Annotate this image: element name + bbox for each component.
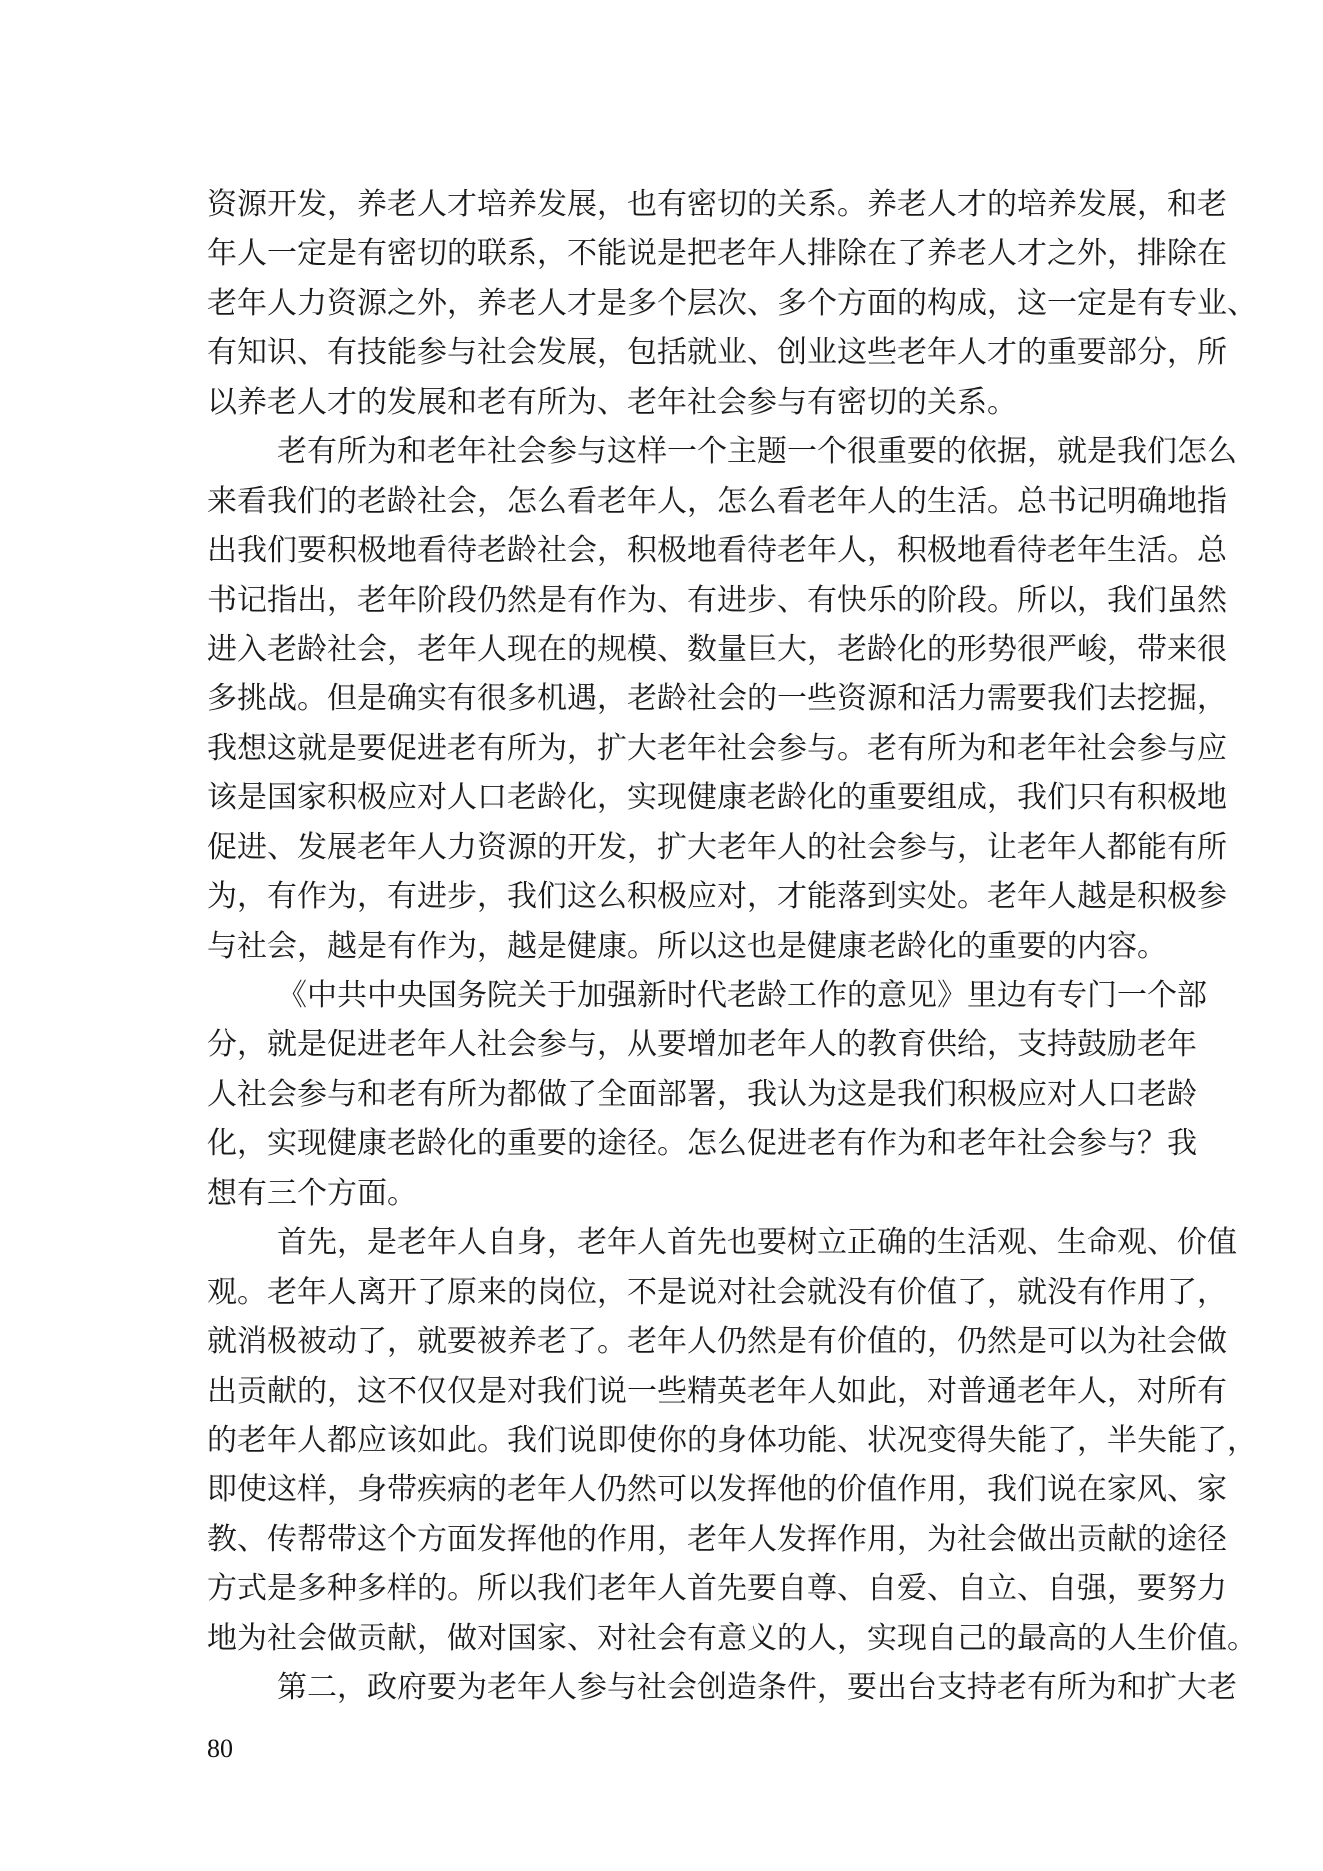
text-line: 年人一定是有密切的联系，不能说是把老年人排除在了养老人才之外，排除在 [207,236,1227,272]
text-line: 老有所为和老年社会参与这样一个主题一个很重要的依据，就是我们怎么 [277,434,1237,470]
text-line: 我想这就是要促进老有所为，扩大老年社会参与。老有所为和老年社会参与应 [207,730,1227,766]
text-line: 进入老龄社会，老年人现在的规模、数量巨大，老龄化的形势很严峻，带来很 [207,631,1227,667]
text-line: 多挑战。但是确实有很多机遇，老龄社会的一些资源和活力需要我们去挖掘， [207,681,1227,717]
text-line: 观。老年人离开了原来的岗位，不是说对社会就没有价值了，就没有作用了， [207,1274,1227,1310]
text-line: 促进、发展老年人力资源的开发，扩大老年人的社会参与，让老年人都能有所 [207,829,1227,865]
paragraph-3 [207,971,1207,1218]
text-line: 首先，是老年人自身，老年人首先也要树立正确的生活观、生命观、价值 [277,1225,1237,1261]
text-line: 教、传帮带这个方面发挥他的作用，老年人发挥作用，为社会做出贡献的途径 [207,1521,1227,1557]
text-line: 以养老人才的发展和老有所为、老年社会参与有密切的关系。 [207,384,1017,420]
body-text [207,180,1257,1713]
paragraph-1 [207,180,1257,427]
paragraph-2 [207,427,1237,971]
text-line: 为，有作为，有进步，我们这么积极应对，才能落到实处。老年人越是积极参 [207,879,1227,915]
text-line: 《中共中央国务院关于加强新时代老龄工作的意见》里边有专门一个部 [277,978,1207,1013]
paragraph-4 [207,1218,1257,1663]
text-line: 化，实现健康老龄化的重要的途径。怎么促进老有作为和老年社会参与？我 [207,1126,1197,1162]
text-line: 就消极被动了，就要被养老了。老年人仍然是有价值的，仍然是可以为社会做 [207,1324,1227,1360]
text-line: 即使这样，身带疾病的老年人仍然可以发挥他的价值作用，我们说在家风、家 [207,1472,1227,1508]
text-line: 方式是多种多样的。所以我们老年人首先要自尊、自爱、自立、自强，要努力 [207,1571,1227,1607]
page-number: 80 [207,1734,233,1763]
text-line: 的老年人都应该如此。我们说即使你的身体功能、状况变得失能了，半失能了， [207,1422,1257,1458]
text-line: 地为社会做贡献，做对国家、对社会有意义的人，实现自己的最高的人生价值。 [207,1620,1257,1656]
paragraph-5 [207,1663,1237,1712]
text-line: 出我们要积极地看待老龄社会，积极地看待老年人，积极地看待老年生活。总 [207,533,1227,569]
text-line: 第二，政府要为老年人参与社会创造条件，要出台支持老有所为和扩大老 [277,1670,1237,1706]
text-line: 想有三个方面。 [207,1175,417,1211]
text-line: 与社会，越是有作为，越是健康。所以这也是健康老龄化的重要的内容。 [207,928,1167,964]
text-line: 人社会参与和老有所为都做了全面部署，我认为这是我们积极应对人口老龄 [207,1076,1197,1112]
text-line: 老年人力资源之外，养老人才是多个层次、多个方面的构成，这一定是有专业、 [207,285,1257,321]
text-line: 资源开发，养老人才培养发展，也有密切的关系。养老人才的培养发展，和老 [207,187,1227,222]
text-line: 来看我们的老龄社会，怎么看老年人，怎么看老年人的生活。总书记明确地指 [207,483,1227,519]
text-line: 有知识、有技能参与社会发展，包括就业、创业这些老年人才的重要部分，所 [207,335,1227,371]
text-line: 分，就是促进老年人社会参与，从要增加老年人的教育供给，支持鼓励老年 [207,1027,1197,1063]
text-line: 出贡献的，这不仅仅是对我们说一些精英老年人如此，对普通老年人，对所有 [207,1373,1227,1409]
text-line: 书记指出，老年阶段仍然是有作为、有进步、有快乐的阶段。所以，我们虽然 [207,582,1227,618]
text-line: 该是国家积极应对人口老龄化，实现健康老龄化的重要组成，我们只有积极地 [207,780,1227,816]
